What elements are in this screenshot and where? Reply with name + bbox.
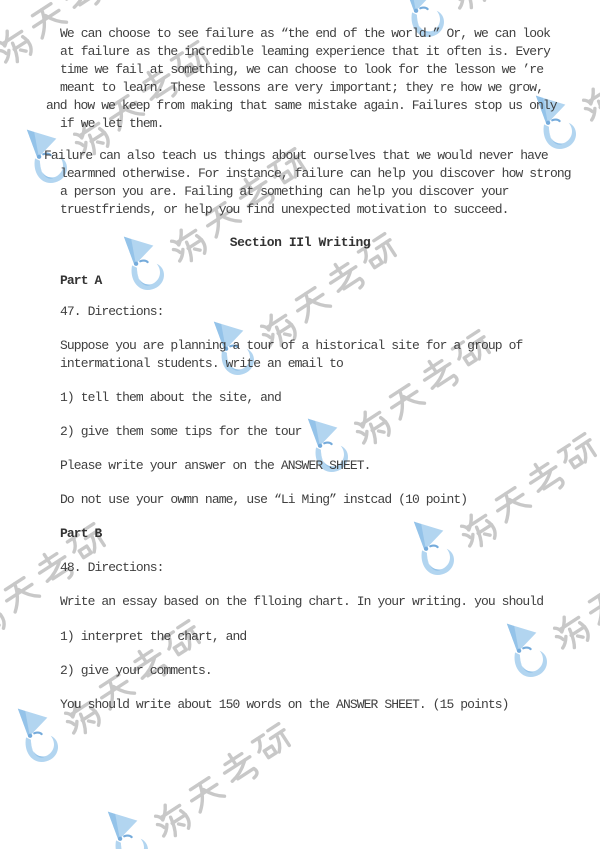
text-line: truestfriends, or help you find unexpected motivation to succeed. (60, 202, 509, 217)
list-item: 2) give them some tips for the tour (60, 424, 302, 439)
prompt-paragraph (60, 337, 522, 373)
text-line: meant to learn. These lessons are very important; they re how we grow, (60, 80, 544, 95)
paragraph (46, 25, 557, 133)
text-line: learmned otherwise. For instance, failure can help you discover how strong (60, 166, 571, 181)
text-line: a person you are. Failing at something can help you discover your (60, 184, 509, 199)
prompt-line: Write an essay based on the flloing chart. In your writing. you should (60, 594, 544, 609)
text-line: time we fail at something, we can choose to look for the lesson we ’re (60, 62, 544, 77)
paragraph (44, 147, 571, 219)
instruction-line: Do not use your owmn name, use “Li Ming” instcad (10 point) (60, 492, 468, 507)
directions-label: 47. Directions: (60, 304, 164, 319)
text-line: We can choose to see failure as “the end of the world.” Or, we can look (60, 26, 550, 41)
instruction-line: Please write your answer on the ANSWER SHEET. (60, 458, 371, 473)
instruction-line: You should write about 150 words on the ANSWER SHEET. (15 points) (60, 697, 509, 712)
text-line: and how we keep from making that same mistake again. Failures stop us only (46, 98, 557, 113)
directions-label: 48. Directions: (60, 560, 164, 575)
part-a-heading: Part A (60, 273, 102, 288)
prompt-line: Suppose you are planning a tour of a historical site for a group of (60, 338, 523, 353)
list-item: 1) interpret the chart, and (60, 629, 247, 644)
prompt-line: intermational students. write an email to (60, 356, 343, 371)
part-b-heading: Part B (60, 526, 102, 541)
text-line: at failure as the incredible leaming experience that it often is. Every (60, 44, 550, 59)
list-item: 1) tell them about the site, and (60, 390, 281, 405)
list-item: 2) give your comments. (60, 663, 212, 678)
text-line: if we let them. (60, 116, 164, 131)
text-line: Failure can also teach us things about ourselves that we would never have (44, 148, 548, 163)
section-heading: Section IIl Writing (229, 235, 371, 250)
